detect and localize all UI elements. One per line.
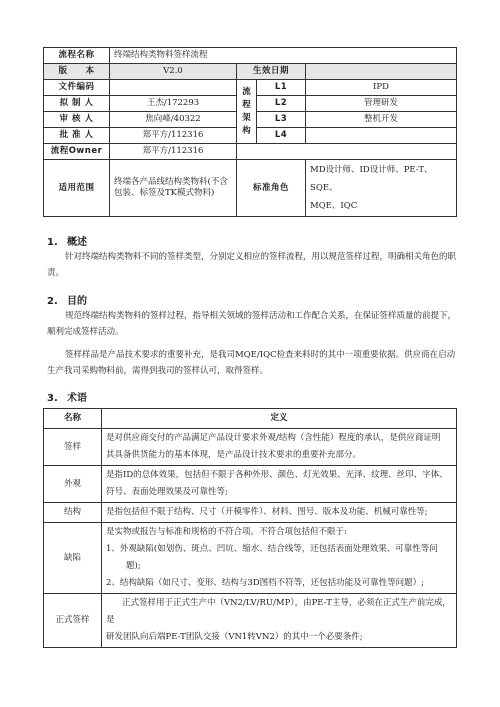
level-l2-value: 管理研发 [306,96,457,112]
process-info-table [43,47,457,217]
approver-value: 郑平方/112316 [110,128,237,144]
term-name: 外观 [44,466,102,503]
definition-line: 是对供应商交付的产品满足产品设计要求外观/结构（含性能）程度的承认，是供应商证明 [106,433,441,443]
section-2-paragraph-1: 规范终端结构类物料的签样过程，指导相关领域的签样活动和工作配合关系，在保证签样质量的前提下，顺利完成签样活动。 [47,311,457,337]
definition-line: 是指包括但不限于结构、尺寸（开模零件）、材料、图号、版本及功能、机械可靠性等; [106,507,428,517]
definition-line: 1、外观缺陷(如划伤、斑点、凹坑、缩水、结合线等，还包括表面处理效果、可靠性等问 [106,544,438,554]
term-definition [102,523,457,594]
process-name-label: 流程名称 [44,48,110,64]
approver-label: 批 准 人 [44,128,110,144]
section-1-paragraph: 针对终端结构类物料不同的签样类型，分别定义相应的签样流程，用以规范签样过程，明确相关角色的职责。 [47,252,457,278]
definition-line: 符号、表面处理效果及可靠性等; [106,487,228,497]
version-value: V2.0 [110,64,237,80]
glossary-table [43,408,457,648]
scope-line: 包装、标签及TK模式物料) [114,188,215,198]
section-2-heading [47,292,87,307]
effective-date-label: 生效日期 [237,64,306,80]
glossary-header-definition: 定义 [102,409,457,429]
reviewer-value: 焦向峰/40322 [110,112,237,128]
term-name: 缺陷 [44,523,102,594]
table-row [44,523,457,594]
table-row [44,503,457,523]
level-l2-label: L2 [257,96,306,112]
owner-blank [237,144,457,160]
section-number: 1. [47,237,58,248]
owner-label: 流程Owner [44,144,110,160]
section-3-heading [47,389,87,404]
section-2-paragraph-2: 签样样品是产品技术要求的重要补充，是我司MQE/IQC检查来料时的其中一项重要依据。供应商在启动生产我司采购物料前，需得到我司的签样认可，取得签样。 [47,350,456,376]
doc-code-value [110,80,237,96]
table-row [44,429,457,466]
arch-char: 架 [242,112,251,123]
table-row [44,466,457,503]
level-l1-label: L1 [257,80,306,96]
term-definition [102,429,457,466]
level-l4-label: L4 [257,128,306,144]
process-name-value: 终端结构类物料签样流程 [110,48,457,64]
role-label: 标准角色 [237,160,306,217]
definition-line: 是实物或报告与标准和规格的不符合项。不符合项包括但不限于: [106,527,347,537]
roles-value [306,160,457,217]
section-number: 3. [47,393,58,404]
term-definition [102,503,457,523]
level-l1-value: IPD [306,80,457,96]
term-definition [102,594,457,648]
scope-line: 终端各产品线结构类物料(不含 [114,177,228,188]
scope-label: 适用范围 [44,160,110,217]
arch-char: 程 [242,99,251,110]
effective-date-value [306,64,457,80]
version-label: 版 本 [44,64,110,80]
section-title: 术语 [67,393,87,404]
level-l3-value: 整机开发 [306,112,457,128]
term-name: 结构 [44,503,102,523]
reviewer-label: 审 核 人 [44,112,110,128]
drafter-label: 拟 制 人 [44,96,110,112]
section-1-heading [47,233,87,248]
arch-char: 流 [242,86,251,97]
doc-code-label: 文件编码 [44,80,110,96]
section-title: 目的 [67,296,87,307]
definition-line: 题); [126,561,141,571]
owner-value: 郑平方/112316 [110,144,237,160]
process-arch-label [237,80,257,144]
definition-line: 是指ID的总体效果，包括但不限于各种外形、颜色、灯光效果、光泽、纹理、丝印、字体、 [106,470,448,480]
arch-char: 构 [242,125,251,136]
glossary-header-name: 名称 [44,409,102,429]
level-l4-value [306,128,457,144]
roles-line: MQE、IQC [310,201,358,211]
section-number: 2. [47,296,58,307]
drafter-value: 王杰/172293 [110,96,237,112]
definition-line: 2、结构缺陷（如尺寸、变形、结构与3D图档不符等，还包括功能及可靠性等问题）; [106,578,424,588]
section-title: 概述 [67,237,87,248]
term-name: 正式签样 [44,594,102,648]
term-definition [102,466,457,503]
level-l3-label: L3 [257,112,306,128]
roles-line: MD设计师、ID设计师、PE-T、SQE、 [310,165,433,193]
definition-line: 研发团队向后端PE-T团队交接（VN1转VN2）的其中一个必要条件; [106,632,363,642]
scope-value [110,160,237,217]
term-name: 签样 [44,429,102,466]
definition-line: 正式签样用于正式生产中（VN2/LV/RU/MP），由PE-T主导，必须在正式生产前完成，是 [106,598,451,625]
definition-line: 其具备供货能力的基本体现，是产品设计技术要求的重要补充部分。 [106,450,362,460]
table-row [44,594,457,648]
